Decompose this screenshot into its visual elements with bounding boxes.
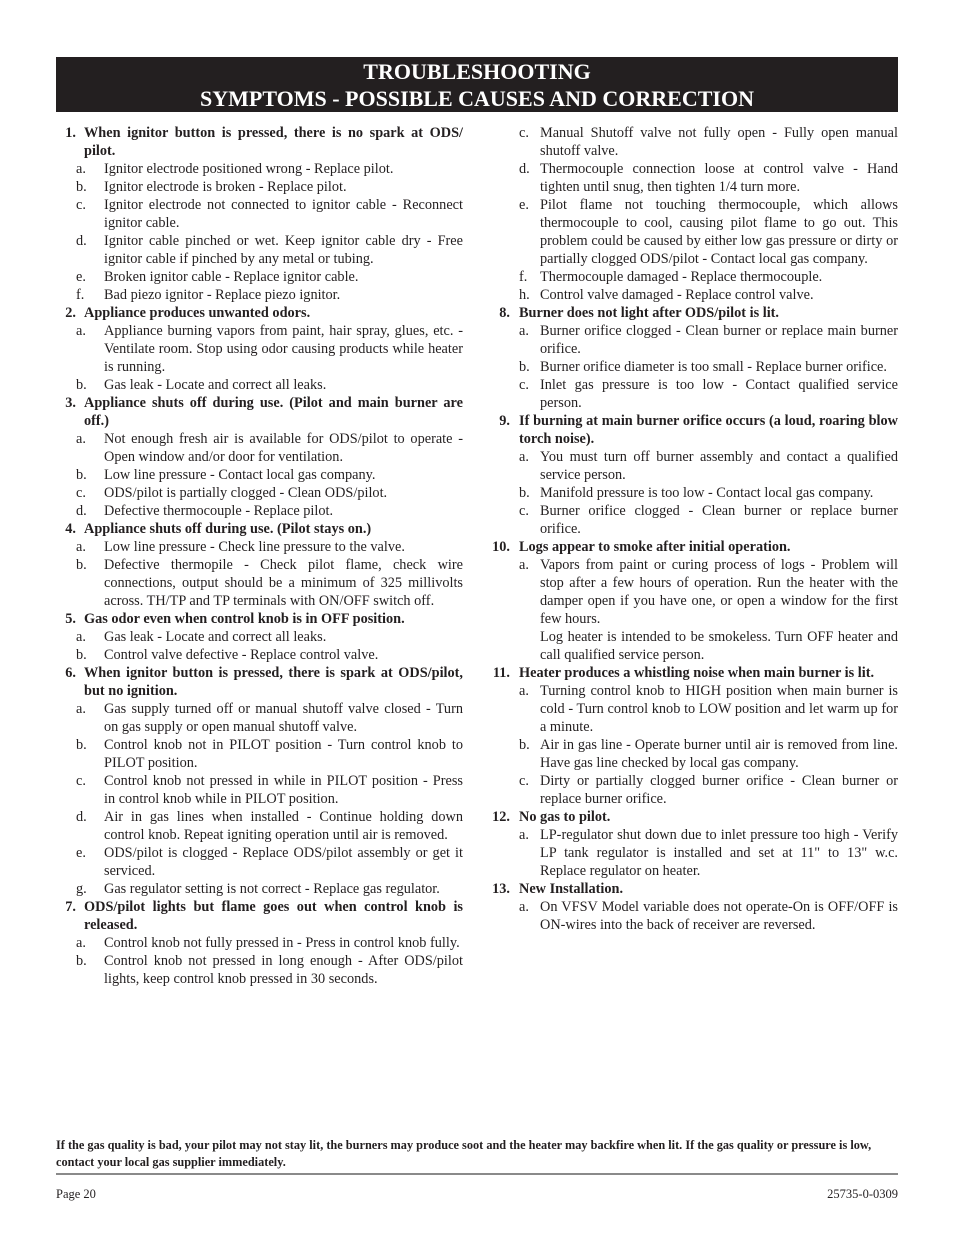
- cause-text: Log heater is intended to be smokeless. Turn OFF heater and call qualified service person.: [540, 629, 898, 663]
- cause-item: [56, 556, 463, 610]
- cause-item: [56, 880, 463, 898]
- right-column: [490, 124, 898, 934]
- cause-item: [490, 160, 898, 196]
- cause-letter: b.: [76, 737, 87, 753]
- cause-item: [56, 484, 463, 502]
- symptom-number: 1.: [65, 125, 76, 141]
- symptom-text: Burner does not light after ODS/pilot is lit.: [519, 305, 780, 321]
- cause-item: [490, 376, 898, 412]
- cause-letter: c.: [519, 773, 529, 789]
- cause-item: [56, 808, 463, 844]
- cause-item: [490, 448, 898, 484]
- symptom-text: New Installation.: [519, 881, 624, 897]
- cause-item: [56, 232, 463, 268]
- cause-text: On VFSV Model variable does not operate-On is OFF/OFF is ON-wires into the back of receiver are reversed.: [540, 899, 898, 933]
- cause-letter: b.: [76, 647, 87, 663]
- cause-item: [490, 826, 898, 880]
- cause-letter: f.: [76, 287, 85, 303]
- symptom-number: 11.: [492, 665, 510, 681]
- cause-text: Low line pressure - Contact local gas company.: [104, 467, 376, 483]
- cause-letter: a.: [519, 827, 529, 843]
- cause-text: Control knob not fully pressed in - Press in control knob fully.: [104, 935, 460, 951]
- cause-text: Burner orifice clogged - Clean burner or replace main burner orifice.: [540, 323, 898, 357]
- cause-letter: c.: [76, 485, 86, 501]
- cause-item: [56, 268, 463, 286]
- cause-item: [56, 322, 463, 376]
- symptom-heading: [490, 664, 898, 682]
- troubleshooting-section: [56, 610, 463, 664]
- symptom-number: 13.: [492, 881, 510, 897]
- symptom-text: If burning at main burner orifice occurs (a loud, roaring blow torch noise).: [519, 413, 898, 447]
- cause-letter: b.: [76, 953, 87, 969]
- symptom-number: 7.: [65, 899, 76, 915]
- cause-item: [490, 772, 898, 808]
- cause-letter: c.: [519, 125, 529, 141]
- cause-text: Control valve defective - Replace control valve.: [104, 647, 379, 663]
- footer-divider: [56, 1173, 898, 1175]
- cause-letter: c.: [519, 503, 529, 519]
- symptom-heading: [490, 538, 898, 556]
- cause-item: [490, 196, 898, 268]
- left-column: [56, 124, 463, 988]
- symptom-text: Appliance shuts off during use. (Pilot stays on.): [84, 521, 372, 537]
- cause-text: Vapors from paint or curing process of logs - Problem will stop after a few hours of operation. Run the heater with the damper open if you have one, or open a window for the first few hours.: [540, 557, 898, 627]
- troubleshooting-section: [490, 412, 898, 538]
- cause-letter: a.: [76, 431, 86, 447]
- cause-text: Control knob not in PILOT position - Turn control knob to PILOT position.: [104, 737, 463, 771]
- cause-letter: c.: [76, 773, 86, 789]
- cause-item: [56, 646, 463, 664]
- troubleshooting-section: [490, 538, 898, 664]
- cause-letter: b.: [76, 467, 87, 483]
- cause-item: [56, 844, 463, 880]
- gas-quality-note: If the gas quality is bad, your pilot may not stay lit, the burners may produce soot and the heater may backfire when lit. If the gas quality or pressure is low, contact your local gas supplier immediately.: [56, 1138, 872, 1169]
- cause-text: Inlet gas pressure is too low - Contact qualified service person.: [540, 377, 898, 411]
- symptom-number: 10.: [492, 539, 510, 555]
- cause-item: [490, 484, 898, 502]
- symptom-text: When ignitor button is pressed, there is no spark at ODS/ pilot.: [84, 125, 463, 159]
- symptom-text: Logs appear to smoke after initial operation.: [519, 539, 791, 555]
- troubleshooting-section: [56, 394, 463, 520]
- cause-item: [56, 196, 463, 232]
- troubleshooting-section: [490, 808, 898, 880]
- cause-letter: h.: [519, 287, 530, 303]
- cause-text: Defective thermopile - Check pilot flame, check wire connections, output should be a minimum of 325 millivolts across. TH/TP and TP terminals with ON/OFF switch off.: [104, 557, 463, 609]
- cause-item: [490, 898, 898, 934]
- cause-text: Bad piezo ignitor - Replace piezo ignitor.: [104, 287, 341, 303]
- symptom-heading: [56, 520, 463, 538]
- cause-letter: g.: [76, 881, 87, 897]
- troubleshooting-section: [490, 304, 898, 412]
- cause-text: Control knob not pressed in long enough - After ODS/pilot lights, keep control knob pressed in 30 seconds.: [104, 953, 463, 987]
- cause-letter: e.: [76, 845, 86, 861]
- cause-item: [490, 556, 898, 628]
- cause-text: Gas regulator setting is not correct - Replace gas regulator.: [104, 881, 440, 897]
- symptom-text: When ignitor button is pressed, there is spark at ODS/pilot, but no ignition.: [84, 665, 463, 699]
- cause-text: Broken ignitor cable - Replace ignitor cable.: [104, 269, 359, 285]
- cause-item: [490, 124, 898, 160]
- cause-text: Control valve damaged - Replace control valve.: [540, 287, 814, 303]
- cause-letter: d.: [76, 809, 87, 825]
- cause-letter: a.: [76, 701, 86, 717]
- banner-subtitle: SYMPTOMS - POSSIBLE CAUSES AND CORRECTION: [200, 86, 754, 111]
- cause-item: [490, 736, 898, 772]
- troubleshooting-section: [490, 880, 898, 934]
- cause-letter: e.: [519, 197, 529, 213]
- cause-letter: a.: [519, 557, 529, 573]
- troubleshooting-section: [56, 664, 463, 898]
- cause-item: [490, 322, 898, 358]
- symptom-heading: [56, 304, 463, 322]
- cause-item: [56, 736, 463, 772]
- symptom-number: 6.: [65, 665, 76, 681]
- cause-text: Ignitor electrode not connected to ignitor cable - Reconnect ignitor cable.: [104, 197, 463, 231]
- symptom-text: No gas to pilot.: [519, 809, 611, 825]
- symptom-heading: [490, 808, 898, 826]
- cause-text: Gas leak - Locate and correct all leaks.: [104, 377, 327, 393]
- cause-item: [56, 700, 463, 736]
- cause-letter: b.: [76, 179, 87, 195]
- symptom-heading: [56, 664, 463, 700]
- symptom-number: 4.: [65, 521, 76, 537]
- cause-text: Manifold pressure is too low - Contact local gas company.: [540, 485, 874, 501]
- cause-text: Air in gas line - Operate burner until air is removed from line. Have gas line checked by local gas company.: [540, 737, 898, 771]
- cause-item: [56, 934, 463, 952]
- troubleshooting-section: [56, 898, 463, 988]
- cause-text: Not enough fresh air is available for ODS/pilot to operate - Open window and/or door for ventilation.: [104, 431, 463, 465]
- symptom-heading: [56, 610, 463, 628]
- cause-item: [56, 178, 463, 196]
- cause-item: [490, 682, 898, 736]
- cause-text: Turning control knob to HIGH position when main burner is cold - Turn control knob to LOW position and let warm up for a minute.: [540, 683, 898, 735]
- symptom-number: 3.: [65, 395, 76, 411]
- cause-text: ODS/pilot is clogged - Replace ODS/pilot assembly or get it serviced.: [104, 845, 463, 879]
- cause-text: Thermocouple damaged - Replace thermocouple.: [540, 269, 823, 285]
- symptom-heading: [56, 394, 463, 430]
- cause-text: Ignitor electrode is broken - Replace pilot.: [104, 179, 347, 195]
- cause-letter: a.: [519, 683, 529, 699]
- cause-text: ODS/pilot is partially clogged - Clean ODS/pilot.: [104, 485, 388, 501]
- troubleshooting-section: [490, 124, 898, 304]
- cause-letter: a.: [519, 449, 529, 465]
- cause-letter: a.: [76, 161, 86, 177]
- symptom-heading: [56, 124, 463, 160]
- cause-text: Gas leak - Locate and correct all leaks.: [104, 629, 327, 645]
- cause-letter: [519, 628, 540, 664]
- cause-text: Pilot flame not touching thermocouple, which allows thermocouple to cool, causing pilot flame to go out. This problem could be caused by either low gas pressure or dirty or partially clogged ODS/pilot - Contact local gas company.: [540, 197, 898, 267]
- cause-letter: b.: [519, 359, 530, 375]
- symptom-text: ODS/pilot lights but flame goes out when control knob is released.: [84, 899, 463, 933]
- symptom-heading: [490, 304, 898, 322]
- symptom-number: 5.: [65, 611, 76, 627]
- cause-item: [56, 466, 463, 484]
- cause-text: Low line pressure - Check line pressure to the valve.: [104, 539, 405, 555]
- page-number: Page 20: [56, 1187, 96, 1201]
- cause-text: Thermocouple connection loose at control valve - Hand tighten until snug, then tighten 1/4 turn more.: [540, 161, 898, 195]
- cause-item: [56, 952, 463, 988]
- symptom-text: Heater produces a whistling noise when main burner is lit.: [519, 665, 875, 681]
- cause-text: Appliance burning vapors from paint, hair spray, glues, etc. - Ventilate room. Stop using odor causing products while heater is running.: [104, 323, 463, 375]
- cause-text: Manual Shutoff valve not fully open - Fully open manual shutoff valve.: [540, 125, 898, 159]
- troubleshooting-section: [56, 304, 463, 394]
- cause-letter: a.: [519, 323, 529, 339]
- troubleshooting-section: [56, 520, 463, 610]
- cause-text: Ignitor cable pinched or wet. Keep ignitor cable dry - Free ignitor cable if pinched by any metal or tubing.: [104, 233, 463, 267]
- cause-item: [56, 628, 463, 646]
- cause-letter: f.: [519, 269, 528, 285]
- cause-text: Dirty or partially clogged burner orifice - Clean burner or replace burner orifice.: [540, 773, 898, 807]
- cause-letter: c.: [76, 197, 86, 213]
- cause-item: [56, 502, 463, 520]
- cause-letter: d.: [519, 161, 530, 177]
- cause-item: [56, 376, 463, 394]
- cause-item: [490, 358, 898, 376]
- troubleshooting-section: [490, 664, 898, 808]
- symptom-text: Appliance shuts off during use. (Pilot and main burner are off.): [84, 395, 463, 429]
- cause-item: [56, 430, 463, 466]
- cause-letter: a.: [76, 539, 86, 555]
- cause-text: You must turn off burner assembly and contact a qualified service person.: [540, 449, 898, 483]
- cause-letter: c.: [519, 377, 529, 393]
- cause-text: Defective thermocouple - Replace pilot.: [104, 503, 334, 519]
- symptom-text: Appliance produces unwanted odors.: [84, 305, 311, 321]
- cause-item: [490, 268, 898, 286]
- cause-letter: b.: [76, 377, 87, 393]
- cause-text: Control knob not pressed in while in PILOT position - Press in control knob while in PILOT position.: [104, 773, 463, 807]
- cause-letter: a.: [76, 323, 86, 339]
- cause-letter: b.: [519, 485, 530, 501]
- cause-letter: a.: [76, 935, 86, 951]
- cause-text: Air in gas lines when installed - Continue holding down control knob. Repeat igniting operation until air is removed.: [104, 809, 463, 843]
- cause-letter: b.: [76, 557, 87, 573]
- cause-item: [56, 772, 463, 808]
- symptom-text: Gas odor even when control knob is in OFF position.: [84, 611, 405, 627]
- cause-text: Ignitor electrode positioned wrong - Replace pilot.: [104, 161, 394, 177]
- cause-letter: a.: [519, 899, 529, 915]
- cause-letter: a.: [76, 629, 86, 645]
- symptom-number: 8.: [499, 305, 510, 321]
- banner-title: TROUBLESHOOTING: [363, 59, 591, 84]
- symptom-number: 2.: [65, 305, 76, 321]
- symptom-heading: [490, 880, 898, 898]
- document-number: 25735-0-0309: [827, 1187, 898, 1201]
- cause-text: Gas supply turned off or manual shutoff valve closed - Turn on gas supply or open manual shutoff valve.: [104, 701, 463, 735]
- symptom-number: 12.: [492, 809, 510, 825]
- cause-text: Burner orifice clogged - Clean burner or replace burner orifice.: [540, 503, 898, 537]
- cause-text: LP-regulator shut down due to inlet pressure too high - Verify LP tank regulator is installed and set at 11" to 13" w.c. Replace regulator on heater.: [540, 827, 898, 879]
- cause-letter: d.: [76, 233, 87, 249]
- symptom-heading: [490, 412, 898, 448]
- section-banner: [56, 57, 898, 112]
- symptom-heading: [56, 898, 463, 934]
- cause-letter: d.: [76, 503, 87, 519]
- cause-item: [490, 286, 898, 304]
- troubleshooting-section: [56, 124, 463, 304]
- cause-item: [56, 160, 463, 178]
- cause-letter: b.: [519, 737, 530, 753]
- cause-item: [490, 628, 898, 664]
- cause-item: [56, 538, 463, 556]
- symptom-number: 9.: [499, 413, 510, 429]
- cause-item: [56, 286, 463, 304]
- cause-item: [490, 502, 898, 538]
- cause-letter: e.: [76, 269, 86, 285]
- cause-text: Burner orifice diameter is too small - Replace burner orifice.: [540, 359, 887, 375]
